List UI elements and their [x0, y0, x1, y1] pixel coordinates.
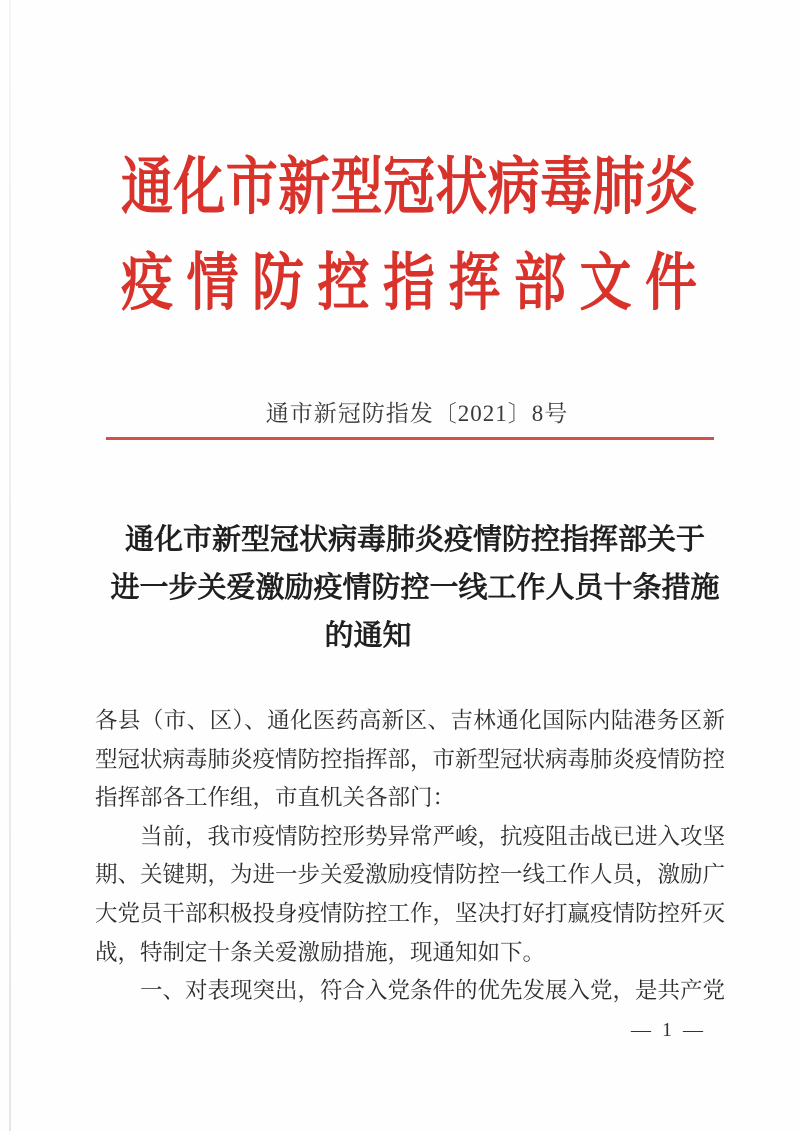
scan-artifact-left-edge: [9, 0, 11, 1131]
red-separator-rule: [106, 437, 714, 440]
body-paragraph-measure-1: 一、对表现突出，符合入党条件的优先发展入党，是共产党: [140, 978, 726, 1004]
page-number: — 1 —: [631, 1019, 706, 1041]
body-paragraph-addressees: 各县（市、区）、通化医药高新区、吉林通化国际内陆港务区新型冠状病毒肺炎疫情防控指挥部，市新型冠状病毒肺炎疫情防控指挥部各工作组，市直机关各部门：: [95, 708, 726, 811]
document-title-line1: 通化市新型冠状病毒肺炎疫情防控指挥部关于: [124, 524, 705, 556]
document-body: [95, 702, 725, 1011]
document-title-line3: 的通知: [324, 620, 412, 652]
document-number: 通市新冠防指发〔2021〕8号: [265, 401, 569, 426]
body-paragraph-intro: 当前，我市疫情防控形势异常严峻，抗疫阻击战已进入攻坚期、关键期，为进一步关爱激励疫情防控一线工作人员，激励广大党员干部积极投身疫情防控工作，坚决打好打赢疫情防控歼灭战，特制定十条关爱激励措施，现通知如下。: [95, 823, 726, 965]
document-title-line2: 进一步关爱激励疫情防控一线工作人员十条措施: [110, 572, 720, 604]
letterhead-org-name-line1: 通化市新型冠状病毒肺炎: [121, 154, 697, 223]
letterhead-org-name-line2: 疫情防控指挥部文件: [121, 250, 697, 319]
